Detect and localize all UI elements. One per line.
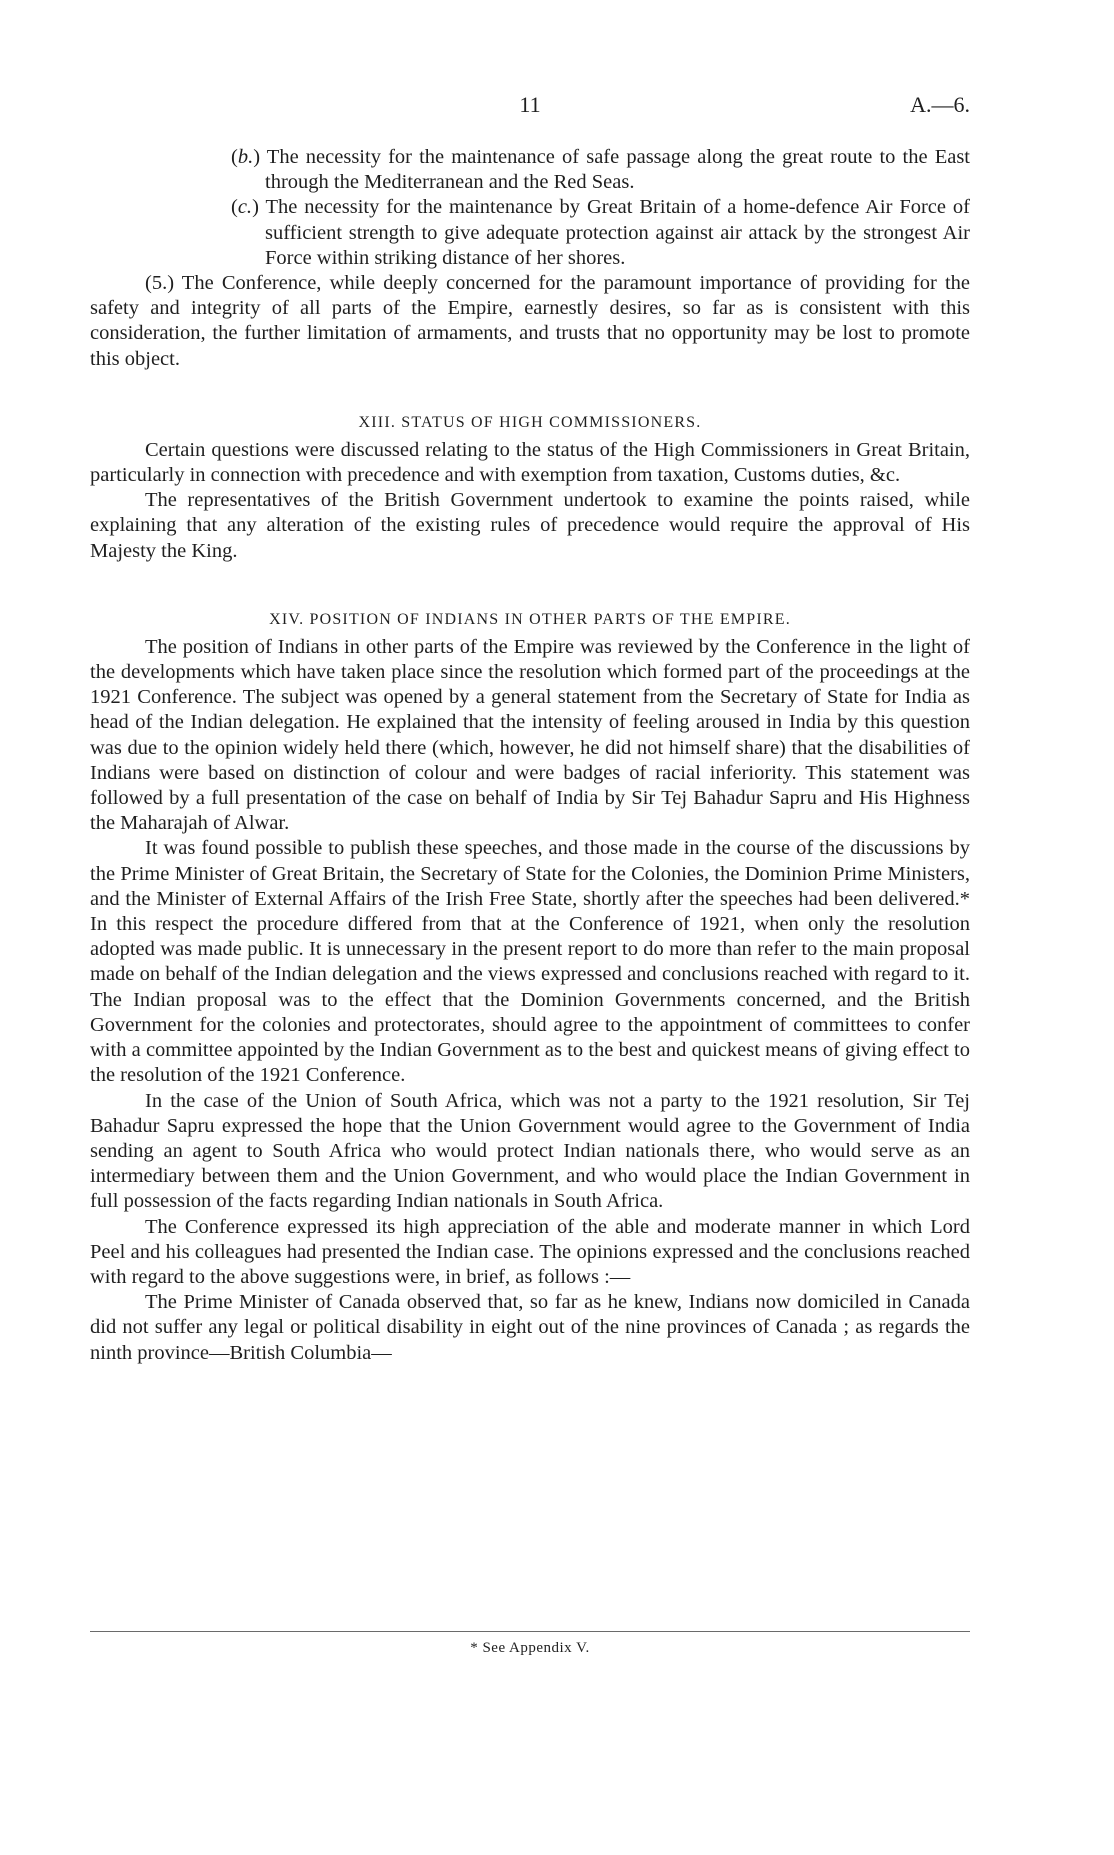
section-xiv-paragraph: The Conference expressed its high appreciation of the able and moderate manner in which Lord Peel and his colleagues had presented the Indian case. The opinions expressed and the conclusions reached with regard to the above suggestions were, in brief, as follows :— (90, 1215, 970, 1288)
list-item-c-label: (c.) (231, 196, 259, 219)
section-heading-xiv: XIV. POSITION OF INDIANS IN OTHER PARTS OF THE EMPIRE. (269, 610, 791, 628)
paragraph-5: (5.) The Conference, while deeply concerned for the paramount importance of providing for the safety and integrity of all parts of the Empire, earnestly desires, so far as is consistent with this consideration, the further limitation of armaments, and trusts that no opportunity may be lost to promote this object. (90, 272, 970, 370)
section-xiv-paragraph: The Prime Minister of Canada observed that, so far as he knew, Indians now domiciled in Canada did not suffer any legal or political disability in eight out of the nine provinces of Canada ; as regards the ninth province—British Columbia— (90, 1291, 970, 1364)
section-xiv-paragraph: The position of Indians in other parts of the Empire was reviewed by the Conference in the light of the developments which have taken place since the resolution which formed part of the proceedings at the 1921 Conference. The subject was opened by a general statement from the Secretary of State for India as head of the Indian delegation. He explained that the intensity of feeling aroused in India by this question was due to the opinion widely held there (which, however, he did not himself share) that the disabilities of Indians were based on distinction of colour and were badges of racial inferiority. This statement was followed by a full presentation of the case on behalf of India by Sir Tej Bahadur Sapru and His Highness the Maharajah of Alwar. (90, 635, 970, 835)
section-xiii-paragraph: Certain questions were discussed relating to the status of the High Commissioners in Great Britain, particularly in connection with precedence and with exemption from taxation, Customs duties, &c. (90, 438, 970, 487)
page-number: 11 (519, 92, 541, 117)
section-xiv-paragraph: In the case of the Union of South Africa, which was not a party to the 1921 resolution, Sir Tej Bahadur Sapru expressed the hope that the Union Government would agree to the Government of India sending an agent to South Africa who would protect Indian nationals there, who would serve as an intermediary between them and the Union Government, and who would place the Indian Government in full possession of the facts regarding Indian nationals in South Africa. (90, 1089, 970, 1213)
document-reference: A.—6. (910, 92, 970, 117)
section-heading-xiii: XIII. STATUS OF HIGH COMMISSIONERS. (358, 413, 702, 431)
list-item-c-text: The necessity for the maintenance by Great Britain of a home-defence Air Force of sufficient strength to give adequate protection against air attack by the strongest Air Force within striking distance of her shores. (265, 196, 970, 269)
section-xiii-paragraph: The representatives of the British Government undertook to examine the points raised, while explaining that any alteration of the existing rules of precedence would require the approval of His Majesty the King. (90, 489, 970, 562)
section-xiv-paragraph: It was found possible to publish these speeches, and those made in the course of the discussions by the Prime Minister of Great Britain, the Secretary of State for the Colonies, the Dominion Prime Ministers, and the Minister of External Affairs of the Irish Free State, shortly after the speeches had been delivered.* In this respect the procedure differed from that at the Conference of 1921, when only the resolution adopted was made public. It is unnecessary in the present report to do more than refer to the main proposal made on behalf of the Indian delegation and the views expressed and conclusions reached with regard to it. The Indian proposal was to the effect that the Dominion Governments concerned, and the British Government for the colonies and protectorates, should agree to the appointment of committees to confer with a committee appointed by the Indian Government as to the best and quickest means of giving effect to the resolution of the 1921 Conference. (90, 837, 970, 1087)
list-item-c (90, 195, 970, 271)
footnote: * See Appendix V. (470, 1640, 590, 1656)
list-item-b (90, 145, 970, 195)
page-header (90, 92, 970, 122)
list-item-b-label: (b.) (231, 146, 261, 168)
footnote-divider (90, 1631, 970, 1632)
list-item-b-text: The necessity for the maintenance of safe passage along the great route to the East through the Mediterranean and the Red Seas. (265, 146, 970, 194)
page-content (90, 145, 970, 1366)
